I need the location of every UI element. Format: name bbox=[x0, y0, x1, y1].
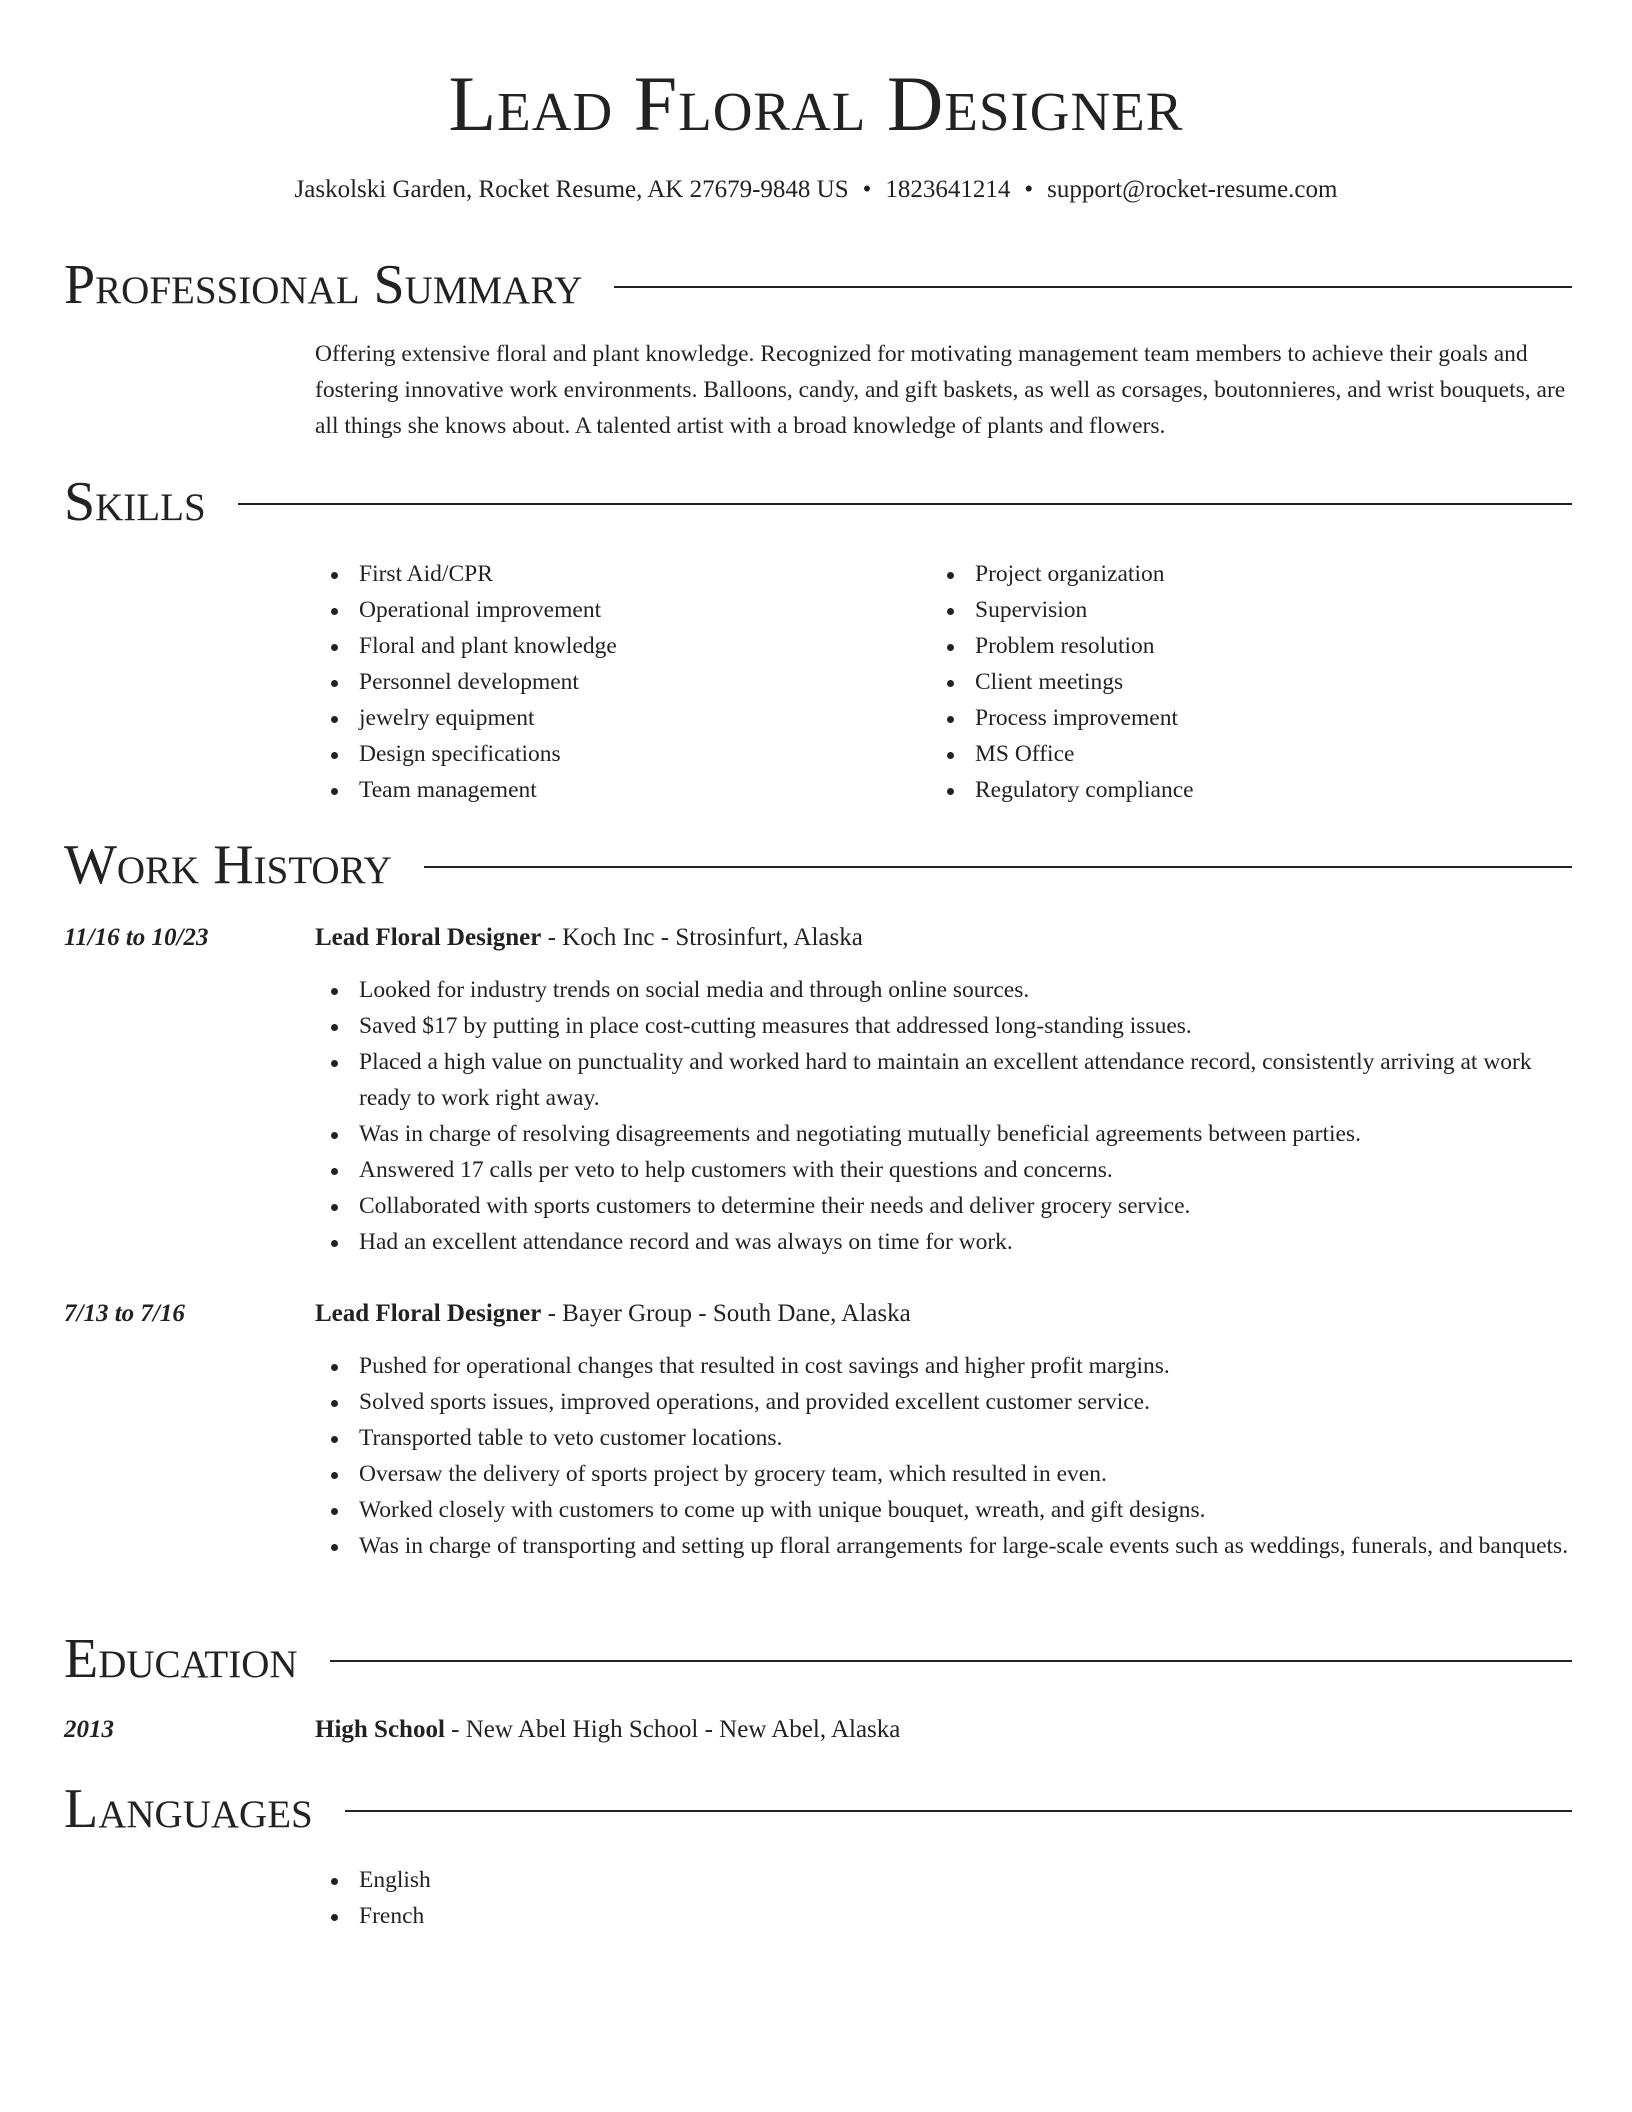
skill-item: Process improvement bbox=[931, 700, 1531, 736]
languages-container bbox=[315, 1862, 1575, 1934]
job-bullet-list bbox=[315, 972, 1575, 1260]
job-role: Lead Floral Designer bbox=[315, 1300, 542, 1327]
job-bullet: Worked closely with customers to come up with unique bouquet, wreath, and gift designs. bbox=[315, 1492, 1575, 1528]
skill-item: Client meetings bbox=[931, 664, 1531, 700]
education-line bbox=[315, 1712, 900, 1748]
contact-separator: • bbox=[1024, 176, 1034, 203]
section-header-work bbox=[64, 830, 1572, 900]
job-dates: 11/16 to 10/23 bbox=[64, 924, 209, 951]
section-title-summary: Professional Summary bbox=[64, 254, 583, 316]
education-details: - New Abel High School - New Abel, Alaska bbox=[444, 1716, 901, 1743]
resume-name: Lead Floral Designer bbox=[448, 60, 1184, 147]
section-divider bbox=[424, 866, 1572, 868]
section-title-languages: Languages bbox=[64, 1778, 313, 1840]
job-bullet: Answered 17 calls per veto to help customers with their questions and concerns. bbox=[315, 1152, 1575, 1188]
skill-item: Problem resolution bbox=[931, 628, 1531, 664]
job-bullet-list bbox=[315, 1348, 1575, 1564]
skills-list-right bbox=[931, 556, 1531, 808]
job-bullet: Transported table to veto customer locations. bbox=[315, 1420, 1575, 1456]
job-bullet: Was in charge of resolving disagreements and negotiating mutually beneficial agreements between parties. bbox=[315, 1116, 1575, 1152]
section-divider bbox=[345, 1810, 1572, 1812]
job-bullet: Solved sports issues, improved operations, and provided excellent customer service. bbox=[315, 1384, 1575, 1420]
section-header-skills bbox=[64, 467, 1572, 537]
section-header-education bbox=[64, 1624, 1572, 1694]
job-details: - Koch Inc - Strosinfurt, Alaska bbox=[541, 924, 863, 951]
job-bullet: Oversaw the delivery of sports project by grocery team, which resulted in even. bbox=[315, 1456, 1575, 1492]
contact-email: support@rocket-resume.com bbox=[1047, 176, 1338, 203]
languages-list bbox=[315, 1862, 1575, 1934]
job-bullet: Looked for industry trends on social media and through online sources. bbox=[315, 972, 1575, 1008]
skill-item: Floral and plant knowledge bbox=[315, 628, 915, 664]
skill-item: Operational improvement bbox=[315, 592, 915, 628]
section-title-work: Work History bbox=[64, 834, 392, 896]
skill-item: First Aid/CPR bbox=[315, 556, 915, 592]
job-bullets-container bbox=[315, 1348, 1575, 1564]
skills-column-right bbox=[931, 556, 1531, 808]
education-year: 2013 bbox=[64, 1716, 114, 1743]
section-header-languages bbox=[64, 1774, 1572, 1844]
skill-item: Regulatory compliance bbox=[931, 772, 1531, 808]
job-details: - Bayer Group - South Dane, Alaska bbox=[541, 1300, 911, 1327]
section-divider bbox=[238, 503, 1572, 505]
contact-address: Jaskolski Garden, Rocket Resume, AK 27679-9848 US bbox=[294, 176, 849, 203]
skills-list-left bbox=[315, 556, 915, 808]
job-title-line bbox=[315, 920, 863, 956]
skill-item: Project organization bbox=[931, 556, 1531, 592]
skill-item: Design specifications bbox=[315, 736, 915, 772]
contact-phone: 1823641214 bbox=[885, 176, 1011, 203]
skill-item: MS Office bbox=[931, 736, 1531, 772]
section-title-skills: Skills bbox=[64, 471, 206, 533]
skill-item: Team management bbox=[315, 772, 915, 808]
contact-line bbox=[0, 172, 1632, 208]
skills-column-left bbox=[315, 556, 915, 808]
section-divider bbox=[330, 1660, 1572, 1662]
job-bullet: Placed a high value on punctuality and worked hard to maintain an excellent attendance record, consistently arriving at work ready to work right away. bbox=[315, 1044, 1575, 1116]
job-bullet: Collaborated with sports customers to determine their needs and deliver grocery service. bbox=[315, 1188, 1575, 1224]
section-divider bbox=[614, 286, 1572, 288]
skill-item: Supervision bbox=[931, 592, 1531, 628]
section-title-education: Education bbox=[64, 1628, 298, 1690]
job-title-line bbox=[315, 1296, 911, 1332]
section-header-summary bbox=[64, 250, 1572, 320]
job-bullet: Was in charge of transporting and setting up floral arrangements for large-scale events such as weddings, funerals, and banquets. bbox=[315, 1528, 1575, 1564]
skill-item: Personnel development bbox=[315, 664, 915, 700]
job-dates: 7/13 to 7/16 bbox=[64, 1300, 185, 1327]
language-item: French bbox=[315, 1898, 1575, 1934]
job-role: Lead Floral Designer bbox=[315, 924, 542, 951]
job-bullets-container bbox=[315, 972, 1575, 1260]
language-item: English bbox=[315, 1862, 1575, 1898]
summary-text: Offering extensive floral and plant knowledge. Recognized for motivating management team members to achieve their goals and fostering innovative work environments. Balloons, candy, and gift baskets, as well as corsages, boutonnieres, and wrist bouquets, are all things she knows about. A talented artist with a broad knowledge of plants and flowers. bbox=[315, 341, 1566, 439]
education-degree: High School bbox=[315, 1716, 445, 1743]
job-bullet: Pushed for operational changes that resulted in cost savings and higher profit margins. bbox=[315, 1348, 1575, 1384]
job-bullet: Had an excellent attendance record and was always on time for work. bbox=[315, 1224, 1575, 1260]
skill-item: jewelry equipment bbox=[315, 700, 915, 736]
job-bullet: Saved $17 by putting in place cost-cutting measures that addressed long-standing issues. bbox=[315, 1008, 1575, 1044]
contact-separator: • bbox=[862, 176, 872, 203]
